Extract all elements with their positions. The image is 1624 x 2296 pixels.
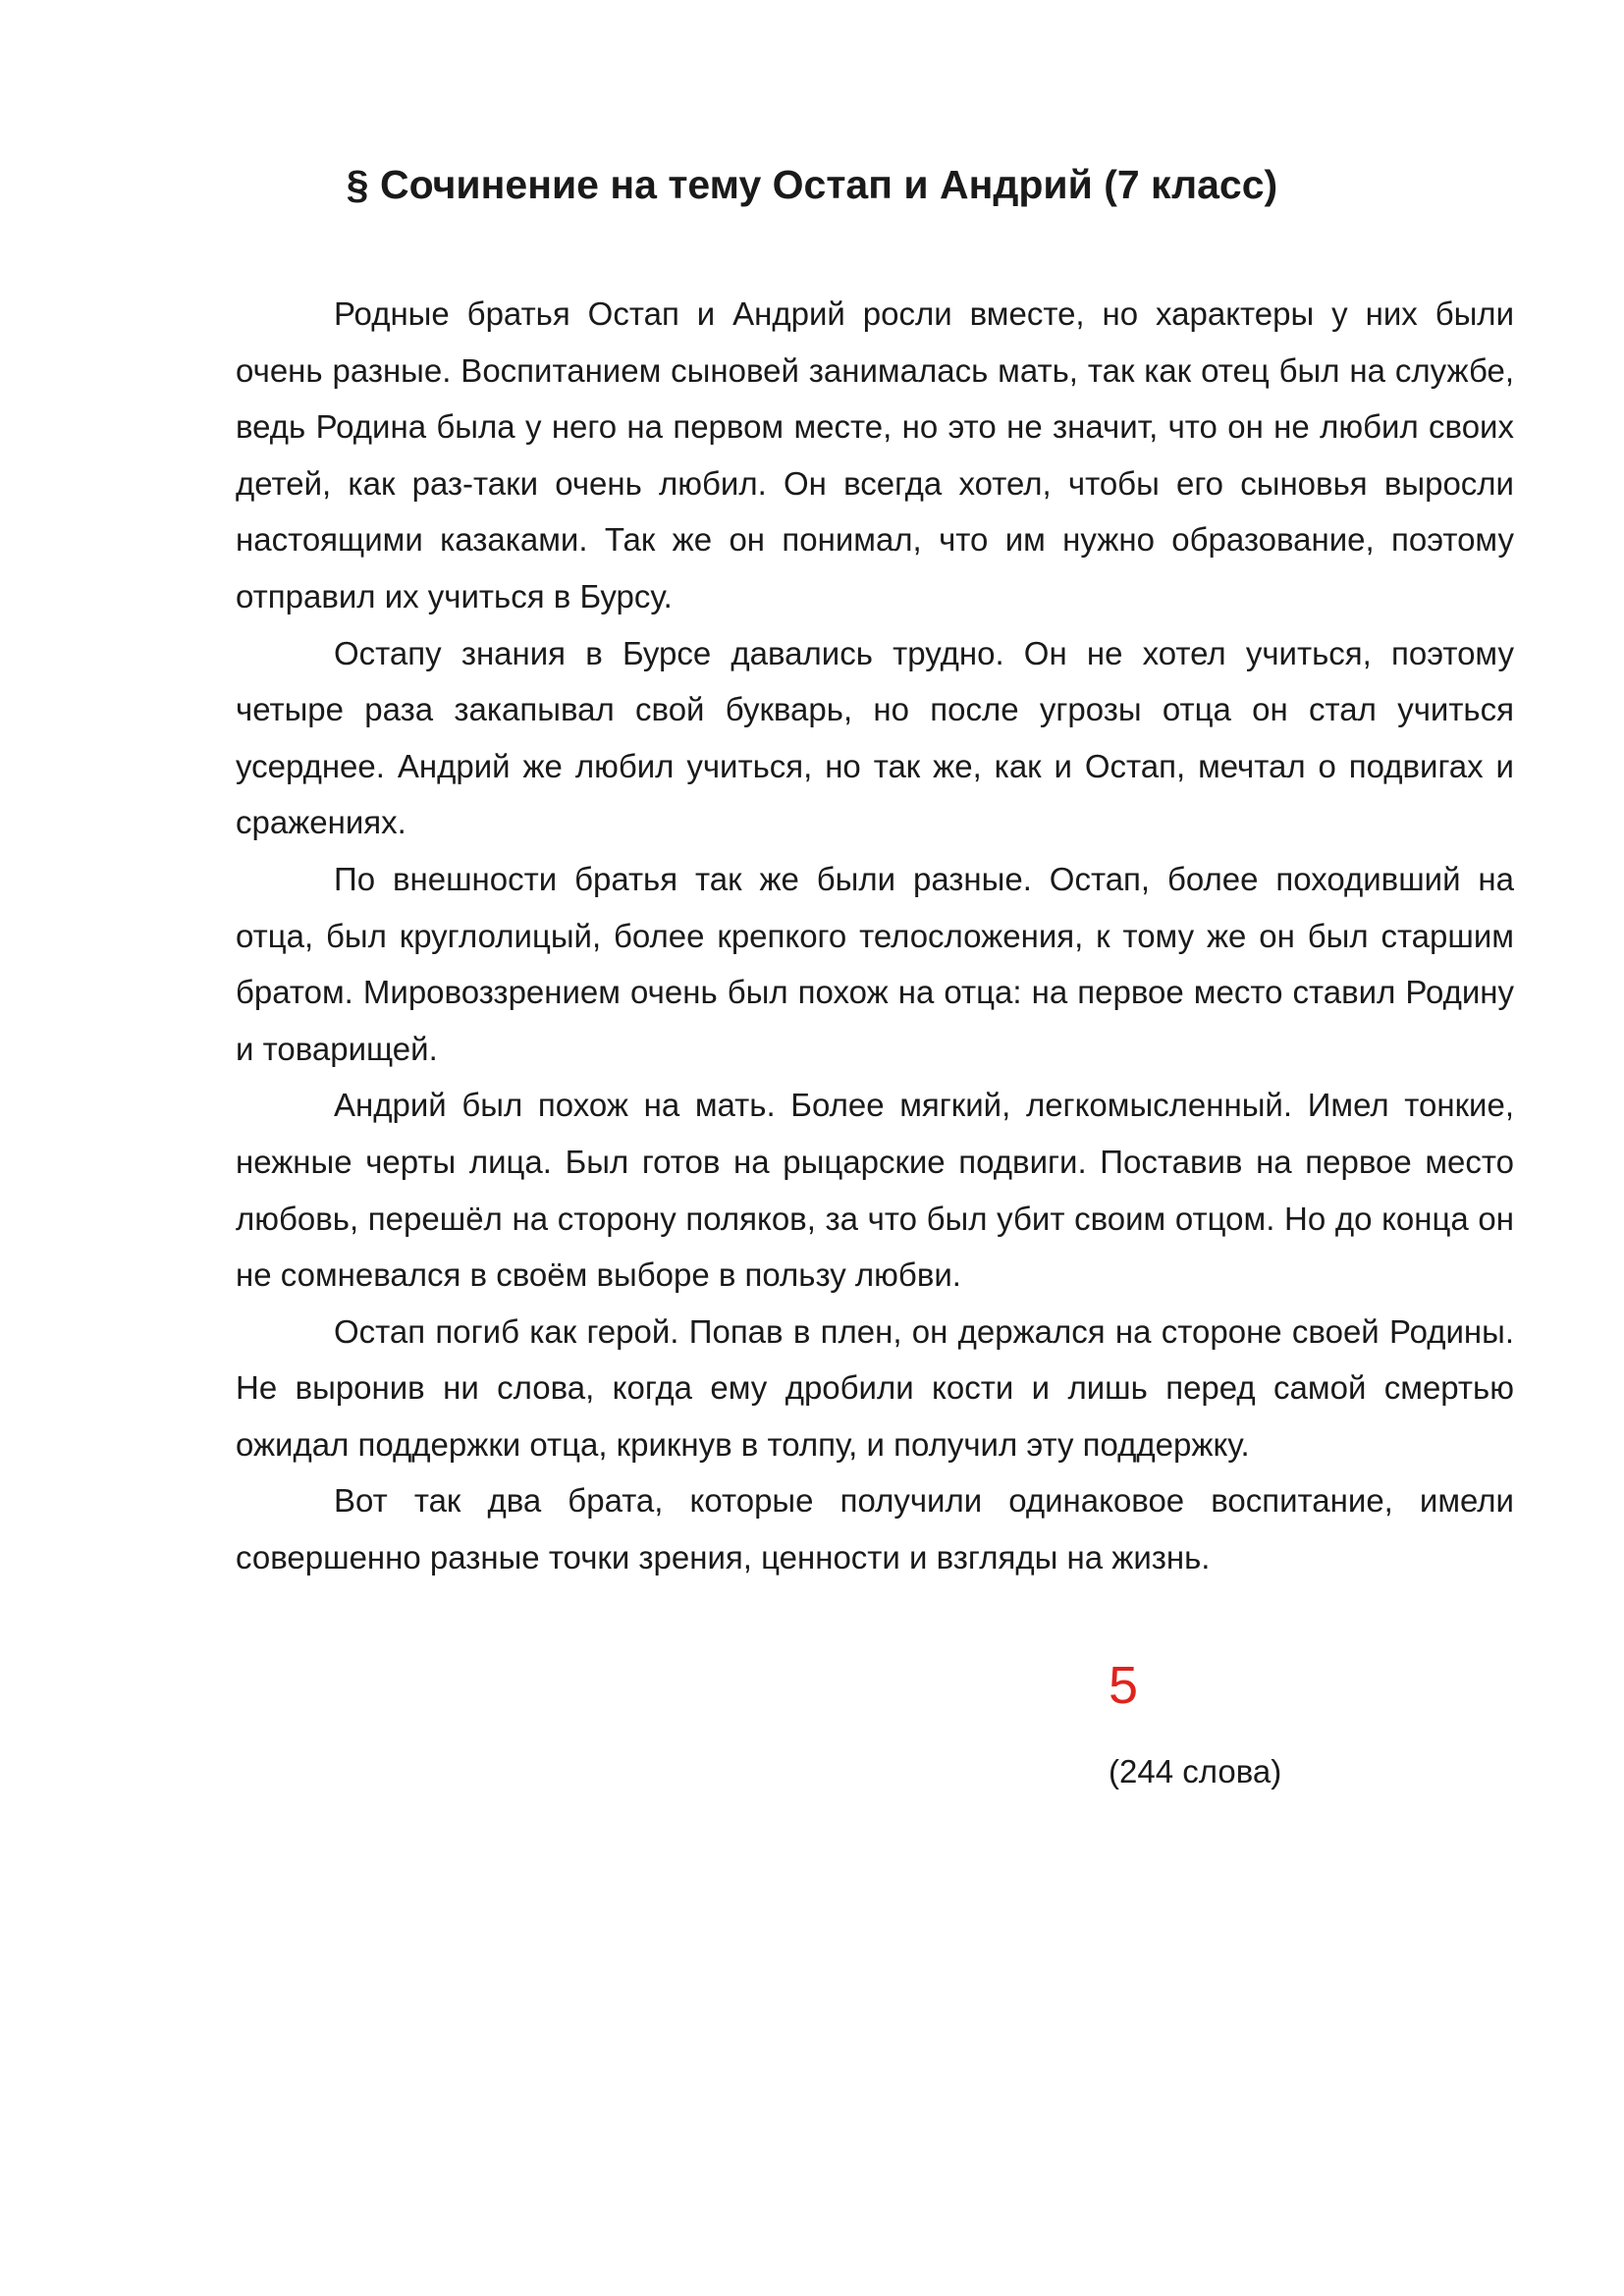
word-count: (244 слова) — [1109, 1753, 1282, 1789]
essay-paragraph-3: По внешности братья так же были разные. Остап, более походивший на отца, был круглолицый, более крепкого телосложения, к тому же он был старшим братом. Мировоззрением очень был похож на отца: на первое место ставил Родину и товарищей. — [236, 860, 1514, 1067]
grade-mark: 5 — [1109, 1656, 1139, 1715]
essay-paragraph-5: Остап погиб как герой. Попав в плен, он держался на стороне своей Родины. Не выронив ни слова, когда ему дробили кости и лишь перед самой смертью ожидал поддержки отца, крикнув в толпу, и получил эту поддержку. — [236, 1312, 1514, 1463]
essay-title: § Сочинение на тему Остап и Андрий (7 класс) — [346, 162, 1278, 207]
essay-paragraph-1: Родные братья Остап и Андрий росли вместе, но характеры у них были очень разные. Воспитанием сыновей занималась мать, так как отец был на службе, ведь Родина была у него на первом месте, но это не значит, что он не любил своих детей, как раз-таки очень любил. Он всегда хотел, чтобы его сыновья выросли настоящими казаками. Так же он понимал, что им нужно образование, поэтому отправил их учиться в Бурсу. — [236, 295, 1514, 614]
essay-paragraph-4: Андрий был похож на мать. Более мягкий, легкомысленный. Имел тонкие, нежные черты лица. Был готов на рыцарские подвиги. Поставив на первое место любовь, перешёл на сторону поляков, за что был убит своим отцом. Но до конца он не сомневался в своём выборе в пользу любви. — [236, 1087, 1514, 1294]
essay-body — [236, 286, 1514, 1586]
essay-paragraph-2: Остапу знания в Бурсе давались трудно. Он не хотел учиться, поэтому четыре раза закапывал свой букварь, но после угрозы отца он стал учиться усерднее. Андрий же любил учиться, но так же, как и Остап, мечтал о подвигах и сражениях. — [236, 634, 1514, 841]
essay-paragraph-6: Вот так два брата, которые получили одинаковое воспитание, имели совершенно разные точки зрения, ценности и взгляды на жизнь. — [236, 1482, 1514, 1576]
